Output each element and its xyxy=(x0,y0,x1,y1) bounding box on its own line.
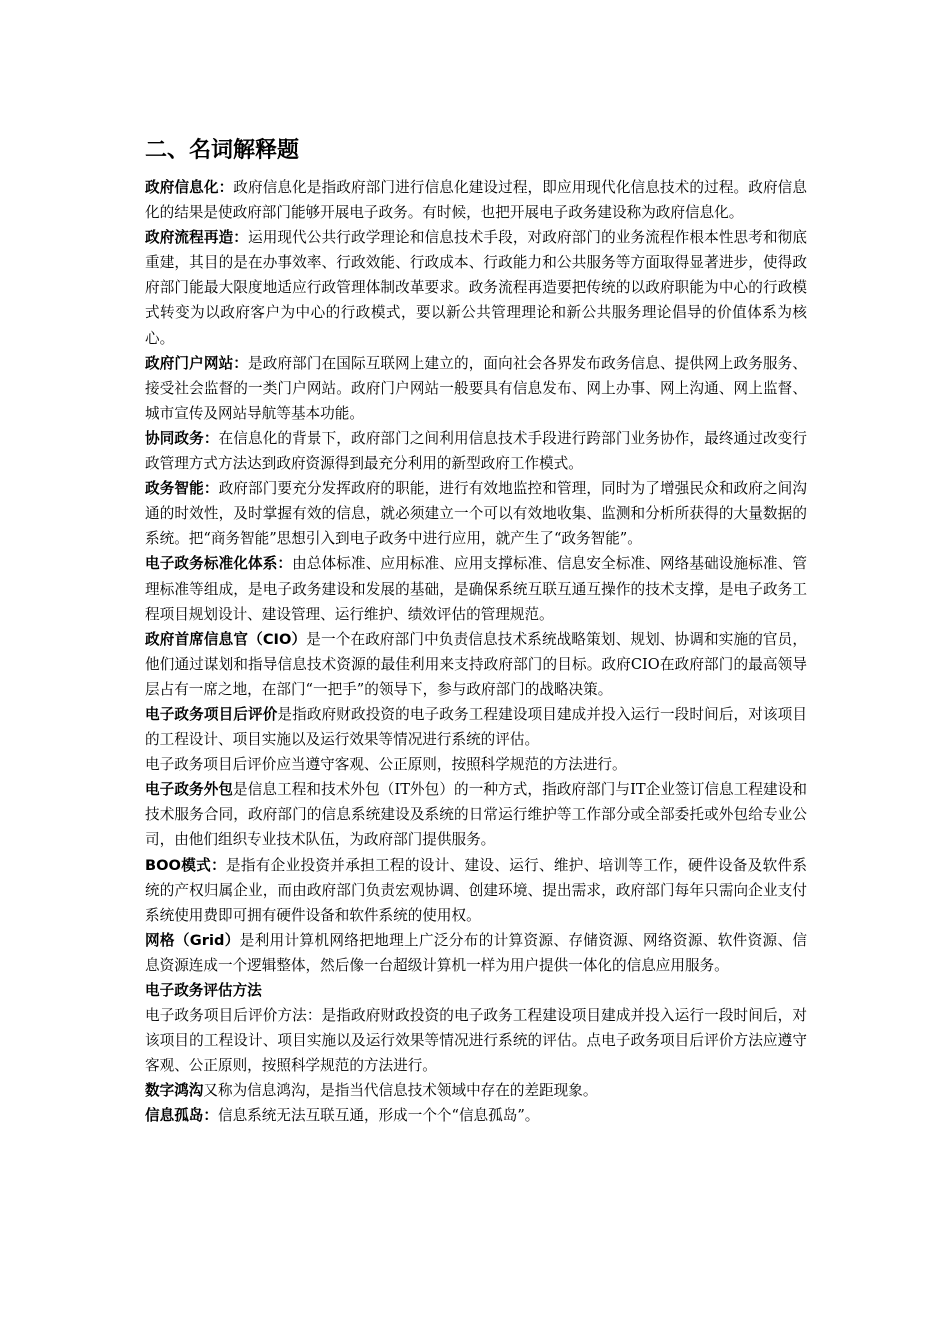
entry-term-separator: ： xyxy=(203,480,219,498)
entry-government-portal xyxy=(145,351,807,426)
entry-term: 数字鸿沟 xyxy=(145,1082,204,1100)
entry-definition: 是指政府财政投资的电子政务工程建设项目建成并投入运行一段时间后，对该项目的工程设计、项目实施以及运行效果等情况进行系统的评估。 xyxy=(145,705,807,749)
entry-boo-model xyxy=(145,853,807,928)
entry-term-separator: ： xyxy=(277,555,293,573)
entry-definition: 电子政务项目后评价方法：是指政府财政投资的电子政务工程建设项目建成并投入运行一段时间后，对该项目的工程设计、项目实施以及运行效果等情况进行系统的评估。点电子政务项目后评价方法应遵守客观、公正原则，按照科学规范的方法进行。 xyxy=(145,1007,807,1075)
entry-process-reengineering xyxy=(145,225,807,350)
entry-collaborative-governance xyxy=(145,426,807,476)
entry-term: 网格（Grid） xyxy=(145,931,240,949)
entry-definition: 政府信息化是指政府部门进行信息化建设过程，即应用现代化信息技术的过程。政府信息化的结果是使政府部门能够开展电子政务。有时候，也把开展电子政务建设称为政府信息化。 xyxy=(145,179,807,222)
entry-definition: 是利用计算机网络把地理上广泛分布的计算资源、存储资源、网络资源、软件资源、信息资源连成一个逻辑整体，然后像一台超级计算机一样为用户提供一体化的信息应用服务。 xyxy=(145,931,807,974)
entry-term: 协同政务 xyxy=(145,429,204,447)
entry-term-separator: ： xyxy=(233,229,248,247)
entry-definition: 由总体标准、应用标准、应用支撑标准、信息安全标准、网络基础设施标准、管理标准等组成，是电子政务建设和发展的基础，是确保系统互联互通互操作的技术支撑，是电子政务工程项目规划设计、建设管理、运行维护、绩效评估的管理规范。 xyxy=(145,555,807,623)
entry-term: 政府门户网站 xyxy=(145,354,234,372)
entry-evaluation-method-definition xyxy=(145,1003,807,1078)
entry-term: 电子政务项目后评价 xyxy=(145,705,278,723)
entry-term-separator: ： xyxy=(233,354,248,372)
entry-term-separator: ： xyxy=(218,179,234,196)
entry-definition: 在信息化的背景下，政府部门之间利用信息技术手段进行跨部门业务协作，最终通过改变行政管理方式方法达到政府资源得到最充分利用的新型政府工作模式。 xyxy=(145,429,807,473)
entry-definition: 又称为信息鸿沟，是指当代信息技术领域中存在的差距现象。 xyxy=(203,1082,598,1100)
entry-post-evaluation-principle xyxy=(145,752,807,777)
entry-post-project-evaluation xyxy=(145,702,807,752)
entry-definition: 运用现代公共行政学理论和信息技术手段，对政府部门的业务流程作根本性思考和彻底重建，其目的是在办事效率、行政效能、行政成本、行政能力和公共服务等方面取得显著进步，使得政府部门能最大限度地适应行政管理体制改革要求。政务流程再造要把传统的以政府职能为中心的行政模式转变为以政府客户为中心的行政模式，要以新公共管理理论和新公共服务理论倡导的价值体系为核心。 xyxy=(145,229,807,347)
section-title: 二、名词解释题 xyxy=(145,138,300,163)
entry-outsourcing xyxy=(145,777,807,852)
entry-evaluation-methods-heading xyxy=(145,978,807,1003)
entry-definition: 是指有企业投资并承担工程的设计、建设、运行、维护、培训等工作，硬件设备及软件系统的产权归属企业，而由政府部门负责宏观协调、创建环境、提出需求，政府部门每年只需向企业支付系统使用费即可拥有硬件设备和软件系统的使用权。 xyxy=(145,856,807,924)
entry-definition: 是政府部门在国际互联网上建立的，面向社会各界发布政务信息、提供网上政务服务、接受社会监督的一类门户网站。政府门户网站一般要具有信息发布、网上办事、网上沟通、网上监督、城市宣传及网站导航等基本功能。 xyxy=(145,354,807,422)
entry-definition: 信息系统无法互联互通，形成一个个“信息孤岛”。 xyxy=(218,1107,540,1125)
entry-term: 电子政务评估方法 xyxy=(145,982,262,999)
document-page xyxy=(145,133,807,1129)
entry-term: BOO模式 xyxy=(145,856,212,874)
entry-term: 政府流程再造 xyxy=(145,229,234,247)
entry-digital-divide xyxy=(145,1078,807,1103)
entry-definition: 是一个在政府部门中负责信息技术系统战略策划、规划、协调和实施的官员，他们通过谋划和指导信息技术资源的最佳利用来支持政府部门的目标。政府CIO在政府部门的最高领导层占有一席之地，在部门“一把手”的领导下，参与政府部门的战略决策。 xyxy=(145,630,807,698)
entry-definition: 政府部门要充分发挥政府的职能，进行有效地监控和管理，同时为了增强民众和政府之间沟通的时效性，及时掌握有效的信息，就必须建立一个可以有效地收集、监测和分析所获得的大量数据的系统。把“商务智能”思想引入到电子政务中进行应用，就产生了“政务智能”。 xyxy=(145,480,807,548)
entry-government-intelligence xyxy=(145,476,807,551)
entry-term-separator: ： xyxy=(203,1107,218,1125)
entry-definition: 电子政务项目后评价应当遵守客观、公正原则，按照科学规范的方法进行。 xyxy=(145,756,627,774)
entry-government-cio xyxy=(145,627,807,702)
entry-term-separator: ： xyxy=(203,429,219,447)
entry-term: 政府首席信息官（CIO） xyxy=(145,630,307,648)
entry-term: 信息孤岛 xyxy=(145,1107,204,1125)
entry-government-informatization xyxy=(145,175,807,225)
entry-term: 电子政务外包 xyxy=(145,781,234,799)
entry-term-separator: ： xyxy=(211,856,226,874)
entry-term: 政府信息化 xyxy=(145,179,219,196)
entry-definition: 是信息工程和技术外包（IT外包）的一种方式，指政府部门与IT企业签订信息工程建设和技术服务合同，政府部门的信息系统建设及系统的日常运行维护等工作部分或全部委托或外包给专业公司，由他们组织专业技术队伍，为政府部门提供服务。 xyxy=(145,781,807,849)
entry-term: 政务智能 xyxy=(145,480,204,498)
entry-information-island xyxy=(145,1103,807,1128)
entry-standardization-system xyxy=(145,551,807,626)
entry-term: 电子政务标准化体系 xyxy=(145,555,278,573)
entry-grid xyxy=(145,928,807,978)
